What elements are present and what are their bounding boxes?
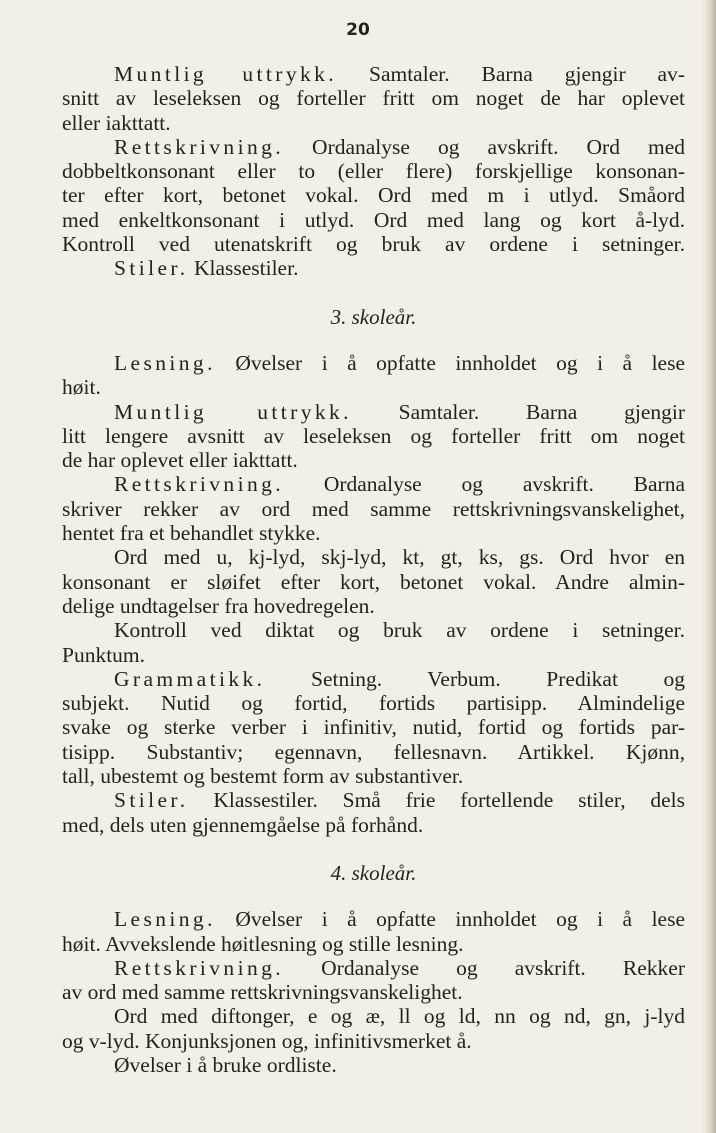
text-line: svake og sterke verber i infinitiv, nutid, fortid og fortids par- (62, 715, 685, 740)
text-line: Stiler. Klassestiler. Små frie fortellende stiler, dels (114, 788, 685, 813)
text-line: Øvelser i å bruke ordliste. (114, 1052, 337, 1077)
section-lead: Lesning. (114, 907, 216, 932)
section-lead: Rettskrivning. (114, 955, 285, 980)
text-line: Ord med diftonger, e og æ, ll og ld, nn og nd, gn, j-lyd (114, 1004, 685, 1029)
page-number: 20 (346, 20, 370, 40)
section-lead: Stiler. (114, 256, 189, 281)
text-line: Rettskrivning. Ordanalyse og avskrift. Barna (114, 472, 685, 497)
section-lead: Rettskrivning. (114, 134, 285, 159)
text-line: Rettskrivning. Ordanalyse og avskrift. Rekker (114, 955, 685, 980)
section-lead: Stiler. (114, 788, 189, 813)
text-line: Kontroll ved utenatskrift og bruk av ordene i setninger. (62, 232, 685, 257)
text-line: konsonant er sløifet efter kort, betonet vokal. Andre almin- (62, 569, 685, 594)
text-line: Lesning. Øvelser i å opfatte innholdet og i å lese (114, 350, 685, 375)
text-line: ter efter kort, betonet vokal. Ord med m i utlyd. Småord (62, 183, 685, 208)
section-lead: Grammatikk. (114, 666, 266, 691)
text-line: tisipp. Substantiv; egennavn, fellesnavn. Artikkel. Kjønn, (62, 739, 685, 764)
page-edge (702, 0, 716, 1133)
text-line: av ord med samme rettskrivningsvanskelighet. (62, 980, 463, 1005)
text-line: eller iakttatt. (62, 110, 171, 135)
text-line: Muntlig uttrykk. Samtaler. Barna gjengir av- (114, 62, 685, 86)
text-line: delige undtagelser fra hovedregelen. (62, 593, 375, 618)
page-text (62, 62, 685, 1077)
text-line: Grammatikk. Setning. Verbum. Predikat og (114, 666, 685, 691)
text-line: og v-lyd. Konjunksjonen og, infinitivsmerket å. (62, 1028, 472, 1053)
section-lead: Rettskrivning. (114, 472, 285, 497)
text-line: med, dels uten gjennemgåelse på forhånd. (62, 812, 424, 837)
text-line: Kontroll ved diktat og bruk av ordene i setninger. (114, 618, 685, 643)
section-lead: Muntlig uttrykk. (114, 62, 338, 86)
text-line: dobbeltkonsonant eller to (eller flere) forskjellige konsonan- (62, 159, 685, 184)
text-line: Rettskrivning. Ordanalyse og avskrift. Ord med (114, 134, 685, 159)
text-line: snitt av leseleksen og forteller fritt om noget de har oplevet (62, 86, 685, 111)
text-line: Lesning. Øvelser i å opfatte innholdet og i å lese (114, 907, 685, 932)
section-lead: Muntlig uttrykk. (114, 399, 352, 424)
text-line: skriver rekker av ord med samme rettskrivningsvanskelighet, (62, 496, 685, 521)
text-line: høit. Avvekslende høitlesning og stille lesning. (62, 931, 464, 956)
text-line: Stiler. Klassestiler. (114, 256, 299, 281)
text-line: tall, ubestemt og bestemt form av substantiver. (62, 764, 464, 789)
text-line: litt lengere avsnitt av leseleksen og forteller fritt om noget (62, 423, 685, 448)
text-line: hentet fra et behandlet stykke. (62, 521, 321, 546)
text-line: de har oplevet eller iakttatt. (62, 448, 298, 473)
section-heading-4: 4. skoleår. (330, 860, 417, 885)
section-heading-3: 3. skoleår. (330, 304, 417, 329)
text-line: Punktum. (62, 642, 146, 667)
text-line: med enkeltkonsonant i utlyd. Ord med lang og kort å-lyd. (62, 207, 685, 232)
section-lead: Lesning. (114, 350, 216, 375)
text-line: subjekt. Nutid og fortid, fortids partisipp. Almindelige (62, 691, 685, 716)
text-line: Ord med u, kj-lyd, skj-lyd, kt, gt, ks, gs. Ord hvor en (114, 545, 685, 570)
text-line: høit. (62, 375, 101, 400)
text-line: Muntlig uttrykk. Samtaler. Barna gjengir (114, 399, 685, 424)
